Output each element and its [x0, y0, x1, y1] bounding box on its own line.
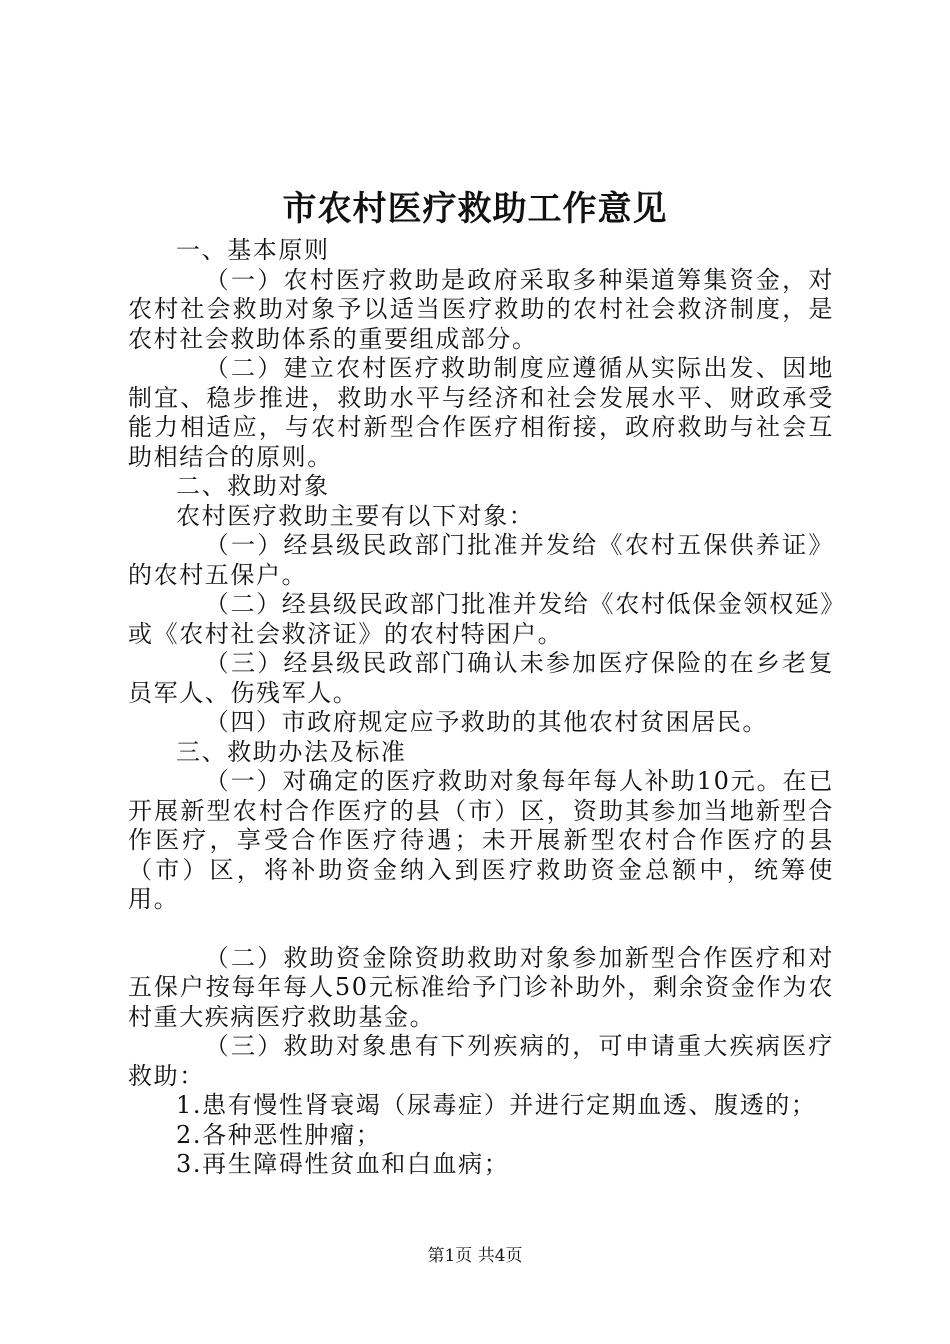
- paragraph: （一）对确定的医疗救助对象每年每人补助10元。在已开展新型农村合作医疗的县（市）区，资助其参加当地新型合作医疗，享受合作医疗待遇；未开展新型农村合作医疗的县（市）区，将补助资金纳入到医疗救助资金总额中，统筹使用。: [128, 767, 834, 913]
- section-heading-2: 二、救助对象: [176, 472, 330, 500]
- document-body: [128, 236, 834, 1180]
- paragraph: （二）经县级民政部门批准并发给《农村低保金领权延》或《农村社会救济证》的农村特困户。: [128, 590, 834, 648]
- paragraph: （三）救助对象患有下列疾病的，可申请重大疾病医疗救助：: [128, 1032, 834, 1090]
- document-title: 市农村医疗救助工作意见: [282, 189, 668, 229]
- paragraph: （一）经县级民政部门批准并发给《农村五保供养证》的农村五保户。: [128, 531, 834, 589]
- list-item: 3.再生障碍性贫血和白血病；: [176, 1150, 510, 1178]
- paragraph: （二）建立农村医疗救助制度应遵循从实际出发、因地制宜、稳步推进，救助水平与经济和社会发展水平、财政承受能力相适应，与农村新型合作医疗相衔接，政府救助与社会互助相结合的原则。: [128, 354, 834, 471]
- paragraph: （三）经县级民政部门确认未参加医疗保险的在乡老复员军人、伤残军人。: [128, 649, 834, 707]
- paragraph: （二）救助资金除资助救助对象参加新型合作医疗和对五保户按每年每人50元标准给予门诊补助外，剩余资金作为农村重大疾病医疗救助基金。: [128, 943, 834, 1031]
- section-heading-1: 一、基本原则: [176, 236, 330, 264]
- paragraph-gap: [128, 915, 834, 944]
- paragraph: （一）农村医疗救助是政府采取多种渠道筹集资金，对农村社会救助对象予以适当医疗救助的农村社会救济制度，是农村社会救助体系的重要组成部分。: [128, 265, 834, 353]
- paragraph: 农村医疗救助主要有以下对象：: [176, 501, 535, 530]
- page-footer: 第1页 共4页: [427, 1246, 523, 1266]
- section-heading-3: 三、救助办法及标准: [176, 737, 407, 766]
- list-item: 2.各种恶性肿瘤；: [176, 1120, 382, 1149]
- list-item: 1.患有慢性肾衰竭（尿毒症）并进行定期血透、腹透的；: [176, 1091, 817, 1119]
- paragraph: （四）市政府规定应予救助的其他农村贫困居民。: [204, 708, 768, 736]
